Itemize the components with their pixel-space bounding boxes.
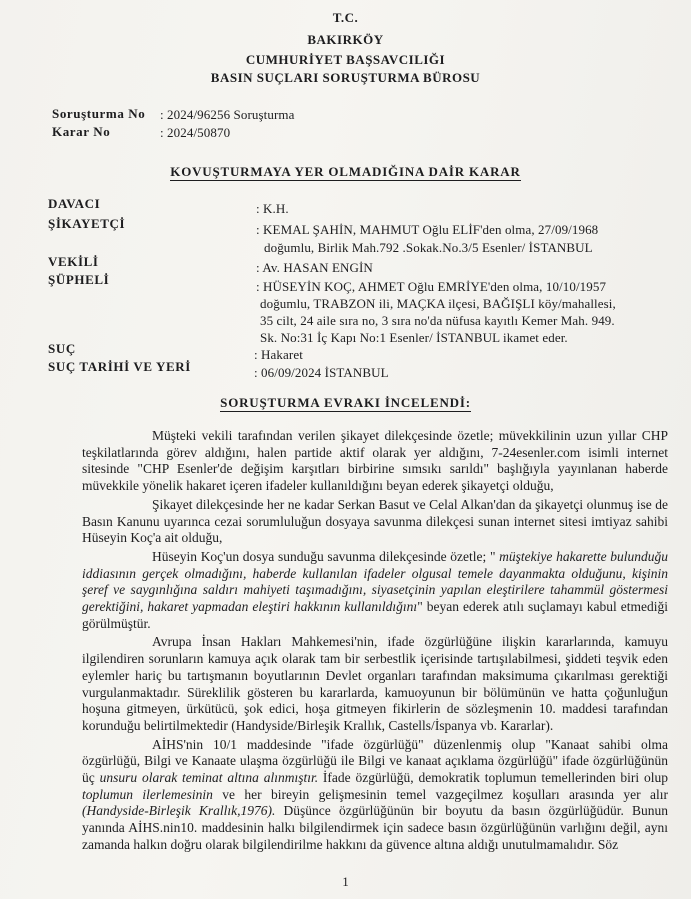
decision-no-value: : 2024/50870 (160, 125, 231, 140)
section-heading-text: SORUŞTURMA EVRAKI İNCELENDİ: (220, 395, 471, 410)
document-title-text: KOVUŞTURMAYA YER OLMADIĞINA DAİR KARAR (170, 164, 521, 179)
paragraph-freedom-part: ve her bireyin gelişmesinin temel vazgeçilmez koşulları arasında yer alır (212, 786, 668, 802)
paragraph-echr: Avrupa İnsan Hakları Mahkemesi'nin, ifade özgürlüğüne ilişkin kararlarında, kamuyu ilgilendiren sorunların kamuya açık olarak tam bir serbestlik içerisinde tartışılabilmesi, şiddeti teşvik eden eylemler hariç bu tartışmanın boyutlarının Devlet organları tarafından maksimuma çıkarılması gerektiği vurgulanmaktadır. Süreklilik gösteren bu kararlarda, kamuoyunun bir bölümünün ve hatta çoğunluğun hoşuna gitmeyen, ürkütücü, şok edici, hoşa gitmeyen fikirlerin de sözleşmenin 10. maddesi tarafından korunduğu belirtilmektedir (Handyside/Birleşik Krallık, Castells/İspanya vb. Kararlar). (82, 634, 668, 733)
complainant-label: ŞİKAYETÇİ (48, 216, 126, 231)
header-bureau: BASIN SUÇLARI SORUŞTURMA BÜROSU (210, 70, 481, 85)
paragraph-freedom-italic: (Handyside-Birleşik Krallık,1976). (82, 803, 276, 819)
paragraph-freedom-part: İfade özgürlüğü, demokratik toplumun temellerinden biri olup (318, 770, 669, 786)
paragraph-defense-quote: müştekiye hakarette bulunduğu iddiasının gerçek olmadığını, haberde kullanılan ifadeler olgusal temele dayanmakta olduğunu, kişinin şeref ve saygınlığına saldırı mahiyeti taşımadığını, siyasetçinin yapılan eleştirilere tahammül göstermesi gerektiğini, hakaret yapmadan eleştiri hakkının kullanıldığını (82, 548, 669, 615)
section-heading (0, 395, 691, 411)
paragraph-freedom-part: Düşünce özgürlüğünün bir boyutu da basın özgürlüğüdür. Bunun yanında AİHS.nin10. maddesinin halkı bilgilendirmek için sadece basın özgürlüğünün varlığını değil, aynı zamanda halkın doğru olarak bilgilendirilme hakkını da güvence altına aldığı unutulmamalıdır. Söz (82, 803, 668, 852)
paragraph-freedom-part: AİHS'nin 10/1 maddesinde "ifade özgürlüğü" düzenlenmiş olup "Kanaat sahibi olma özgürlüğü, Bilgi ve Kanaate ulaşma özgürlüğü ile Bilgi ve kanaat açıklama özgürlüğü" ifade özgürlüğünün üç (82, 736, 668, 786)
paragraph-defense (82, 549, 668, 633)
header-tc: T.C. (332, 10, 359, 25)
paragraph-complaint: Müşteki vekili tarafından verilen şikayet dilekçesinde özetle; müvekkilinin uzun yıllar CHP teşkilatlarında görev aldığını, halen partide aktif olarak yer aldığını, 7-24esenler.com isimli internet sitesinde "CHP Esenler'de değişim karşıtları birbirine sımsıkı sarıldı" başlığıyla yayınlanan haberde müvekkile yönelik hakaret içeren ifadeler kullanıldığını beyan ederek şikayetçi olduğu, (82, 428, 668, 494)
paragraph-responsibility: Şikayet dilekçesinde her ne kadar Serkan Basut ve Celal Alkan'dan da şikayetçi olunmuş ise de Basın Kanunu uyarınca cezai sorumluluğun dosyaya savunma dilekçesi sunan internet sitesi imtiyaz sahibi Hüseyin Koç'a ait olduğu, (82, 496, 668, 546)
investigation-no-value: : 2024/96256 Soruşturma (160, 107, 295, 122)
header-district: BAKIRKÖY (307, 32, 384, 47)
complainant-line2: doğumlu, Birlik Mah.792 .Sokak.No.3/5 Esenler/ İSTANBUL (264, 240, 593, 255)
paragraph-defense-intro: Hüseyin Koç'un dosya sunduğu savunma dilekçesinde özetle; " (152, 548, 500, 564)
paragraph-freedom (82, 737, 668, 854)
crime-date-label: SUÇ TARİHİ VE YERİ (48, 359, 191, 374)
suspect-line3: 35 cilt, 24 aile sıra no, 3 sıra no'da nüfusa kayıtlı Kemer Mah. 949. (260, 313, 615, 328)
header-office: CUMHURİYET BAŞSAVCILIĞI (245, 52, 446, 67)
suspect-label: ŞÜPHELİ (48, 272, 110, 287)
crime-date-value: : 06/09/2024 İSTANBUL (254, 365, 389, 380)
document-title (0, 164, 691, 180)
suspect-line2: doğumlu, TRABZON ili, MAÇKA ilçesi, BAĞIŞLI köy/mahallesi, (260, 296, 616, 311)
paragraph-freedom-italic: toplumun ilerlemesinin (82, 786, 213, 802)
decision-body (82, 428, 668, 854)
attorney-label: VEKİLİ (48, 254, 99, 269)
page-number: 1 (342, 874, 349, 889)
paragraph-defense-outro: " beyan ederek atılı suçlamayı kabul etmediği görülmüştür. (82, 599, 668, 631)
crime-value: : Hakaret (254, 347, 303, 362)
crime-label: SUÇ (48, 341, 76, 356)
plaintiff-label: DAVACI (48, 196, 101, 211)
attorney-value: : Av. HASAN ENGİN (256, 260, 373, 275)
complainant-line1: : KEMAL ŞAHİN, MAHMUT Oğlu ELİF'den olma, 27/09/1968 (256, 222, 599, 237)
decision-no-label: Karar No (52, 124, 111, 139)
suspect-line1: : HÜSEYİN KOÇ, AHMET Oğlu EMRİYE'den olma, 10/10/1957 (256, 279, 607, 294)
suspect-line4: Sk. No:31 İç Kapı No:1 Esenler/ İSTANBUL ikamet eder. (260, 330, 568, 345)
paragraph-freedom-italic: unsuru olarak teminat altına alınmıştır. (99, 770, 319, 786)
investigation-no-label: Soruşturma No (52, 106, 146, 121)
plaintiff-value: : K.H. (256, 201, 289, 216)
